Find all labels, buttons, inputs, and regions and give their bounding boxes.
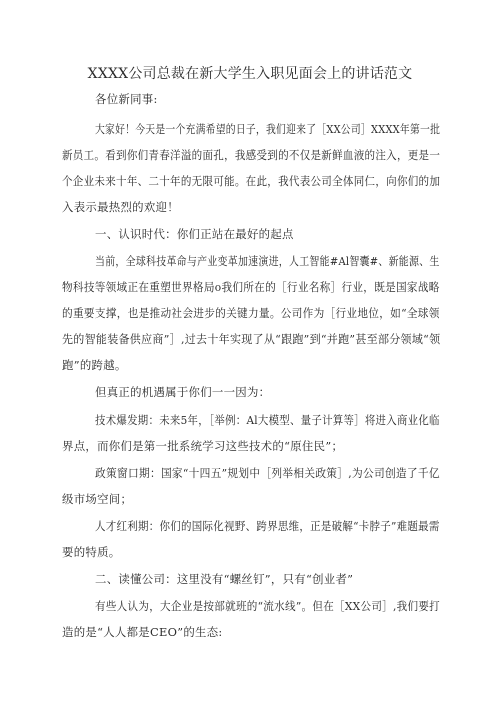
document-title: XXXX公司总裁在新大学生入职见面会上的讲话范文: [87, 66, 413, 82]
paragraph-line: 技术爆发期：未来5年，［举例：Al大模型、量子计算等］将进入商业化临: [95, 413, 440, 427]
section-heading: 二、读懂公司：这里没有“螺丝钉”，只有“创业者”: [95, 572, 354, 586]
paragraph-line: 人才红利期：你们的国际化视野、跨界思维，正是破解“卡脖子”难题最需: [95, 519, 440, 533]
paragraph-line: 政策窗口期：国家“十四五”规划中［列举相关政策］,为公司创造了千亿: [95, 466, 440, 480]
paragraph-line: 跑”的跨越。: [62, 358, 127, 372]
paragraph-line: 新员工。看到你们青春洋溢的面孔，我感受到的不仅是新鲜血液的注入，更是一: [62, 148, 441, 162]
paragraph-line: 当前，全球科技革命与产业变革加速演进，人工智能#Al智囊#、新能源、生: [95, 254, 440, 268]
salutation: 各位新同事:: [95, 92, 158, 106]
paragraph-line: 物科技等领域正在重塑世界格局o我们所在的［行业名称］行业，既是国家战略: [62, 280, 440, 294]
paragraph-line: 大家好！今天是一个充满希望的日子，我们迎来了［XX公司］XXXX年第一批: [95, 122, 441, 136]
paragraph-line: 个企业未来十年、二十年的无限可能。在此，我代表公司全体同仁，向你们的加: [62, 174, 441, 188]
paragraph-line: 先的智能装备供应商”］,过去十年实现了从“跟跑”到“并跑”甚至部分领域“领: [62, 332, 441, 346]
paragraph-line: 造的是“人人都是CEO”的生态:: [62, 625, 223, 639]
paragraph-line: 有些人认为，大企业是按部就班的“流水线”。但在［XX公司］,我们要打: [95, 599, 441, 613]
paragraph-line: 但真正的机遇属于你们一一因为：: [95, 385, 271, 399]
paragraph-line: 的重要支撑，也是推动社会进步的关键力量。公司作为［行业地位，如“全球领: [62, 306, 440, 320]
paragraph-line: 界点，而你们是第一批系统学习这些技术的“原住民”；: [62, 439, 344, 453]
paragraph-line: 级市场空间；: [62, 492, 133, 506]
paragraph-line: 要的特质。: [62, 545, 121, 559]
section-heading: 一、认识时代：你们正站在最好的起点: [95, 227, 294, 241]
paragraph-line: 入表示最热烈的欢迎！: [62, 200, 179, 214]
